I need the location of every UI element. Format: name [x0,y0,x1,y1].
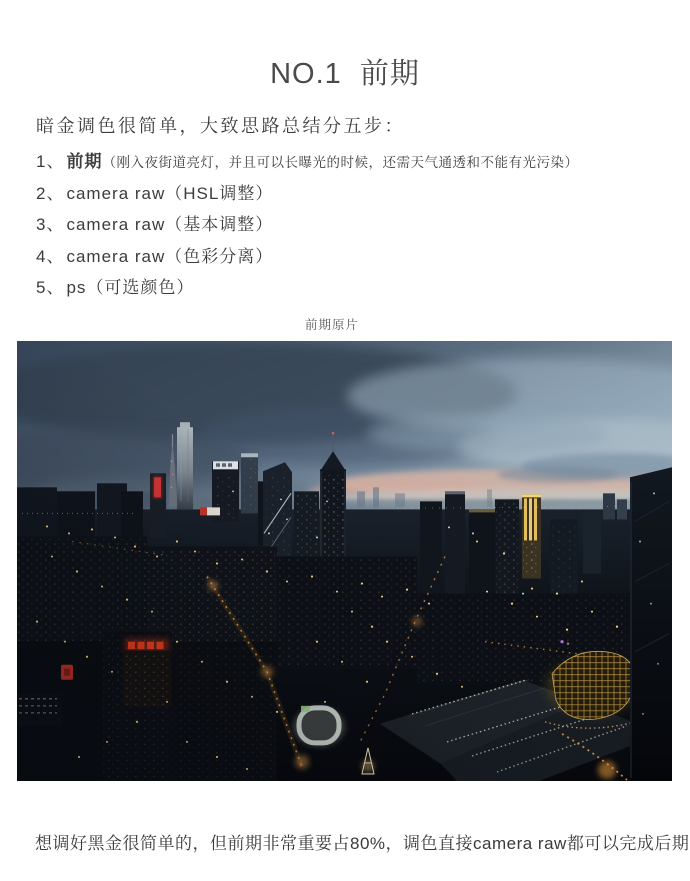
step-label: ps [66,278,87,297]
step-item-4 [36,241,578,273]
step-number: 1、 [36,152,65,171]
step-label: 前期 [66,152,103,171]
step-item-1 [36,146,578,178]
cityscape-dusk-illustration [17,341,672,781]
step-detail: （HSL调整） [165,183,274,203]
steps-list [36,146,578,304]
photo-caption: 前期原片 [304,318,359,332]
original-photo[interactable] [17,341,672,781]
page-title: NO.1 前期 [270,58,420,91]
step-item-5 [36,272,578,304]
step-detail: （刚入夜街道亮灯，并且可以长曝光的时候，还需天气通透和不能有光污染） [102,155,579,170]
step-detail: （可选颜色） [86,278,195,297]
step-label: camera raw [66,215,166,234]
step-detail: （基本调整） [165,215,274,234]
vignette-overlay [17,341,672,781]
intro-text: 暗金调色很简单，大致思路总结分五步： [36,116,405,136]
step-number: 4、 [36,246,65,266]
step-item-3 [36,209,578,241]
step-number: 2、 [36,183,65,203]
step-number: 3、 [36,215,65,234]
step-label: camera raw [66,183,166,203]
footer-text: 想调好黑金很简单的，但前期非常重要占80%，调色直接camera raw都可以完成后期 [35,834,690,853]
step-label: camera raw [66,246,166,266]
step-number: 5、 [36,278,65,297]
step-detail: （色彩分离） [165,246,274,266]
step-item-2 [36,178,578,210]
